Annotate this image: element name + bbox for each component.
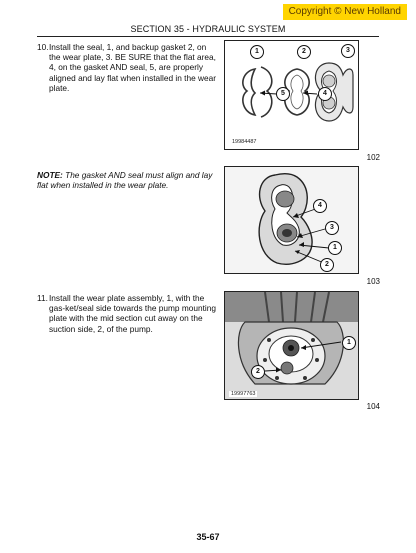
callout: 1 [328,241,342,255]
note-label: NOTE: [37,170,63,180]
figure-103-illustration [224,166,359,274]
callout: 2 [320,258,334,272]
callout: 4 [318,87,332,101]
callout: 3 [341,44,355,58]
callout: 4 [313,199,327,213]
figure-104-illustration [224,291,359,400]
step-10 [37,42,217,93]
callout: 1 [250,45,264,59]
callout: 3 [325,221,339,235]
step-text: Install the seal, 1, and backup gasket 2, on the wear plate, 3. BE SURE that the flat area, 4, on the gasket AND seal, 5, are properly aligned and lay flat when installed in the wear plate. [49,42,216,93]
header-rule [37,36,379,37]
callout: 1 [342,336,356,350]
section-header: SECTION 35 - HYDRAULIC SYSTEM [130,24,286,34]
step-number: 11. [37,293,48,303]
figure-number: 104 [366,402,380,411]
figure-number: 102 [366,153,380,162]
note-text: The gasket AND seal must align and lay flat when installed in the wear plate. [37,170,213,191]
callout: 2 [251,365,265,379]
figure-number: 103 [366,277,380,286]
page-number: 35-67 [196,532,220,542]
note [37,170,217,190]
step-text: Install the wear plate assembly, 1, with the gas-ket/seal side towards the pump mounting plate with the mid section cut away on the suction side, 2, of the pump. [49,293,216,334]
part-code: 19997763 [231,391,256,397]
callout: 5 [276,87,290,101]
callout: 2 [297,45,311,59]
step-11 [37,293,219,334]
figure-102-illustration [224,40,359,150]
copyright-badge: Copyright © New Holland [283,4,407,20]
part-code: 19984487 [232,139,257,145]
step-number: 10. [37,42,49,52]
